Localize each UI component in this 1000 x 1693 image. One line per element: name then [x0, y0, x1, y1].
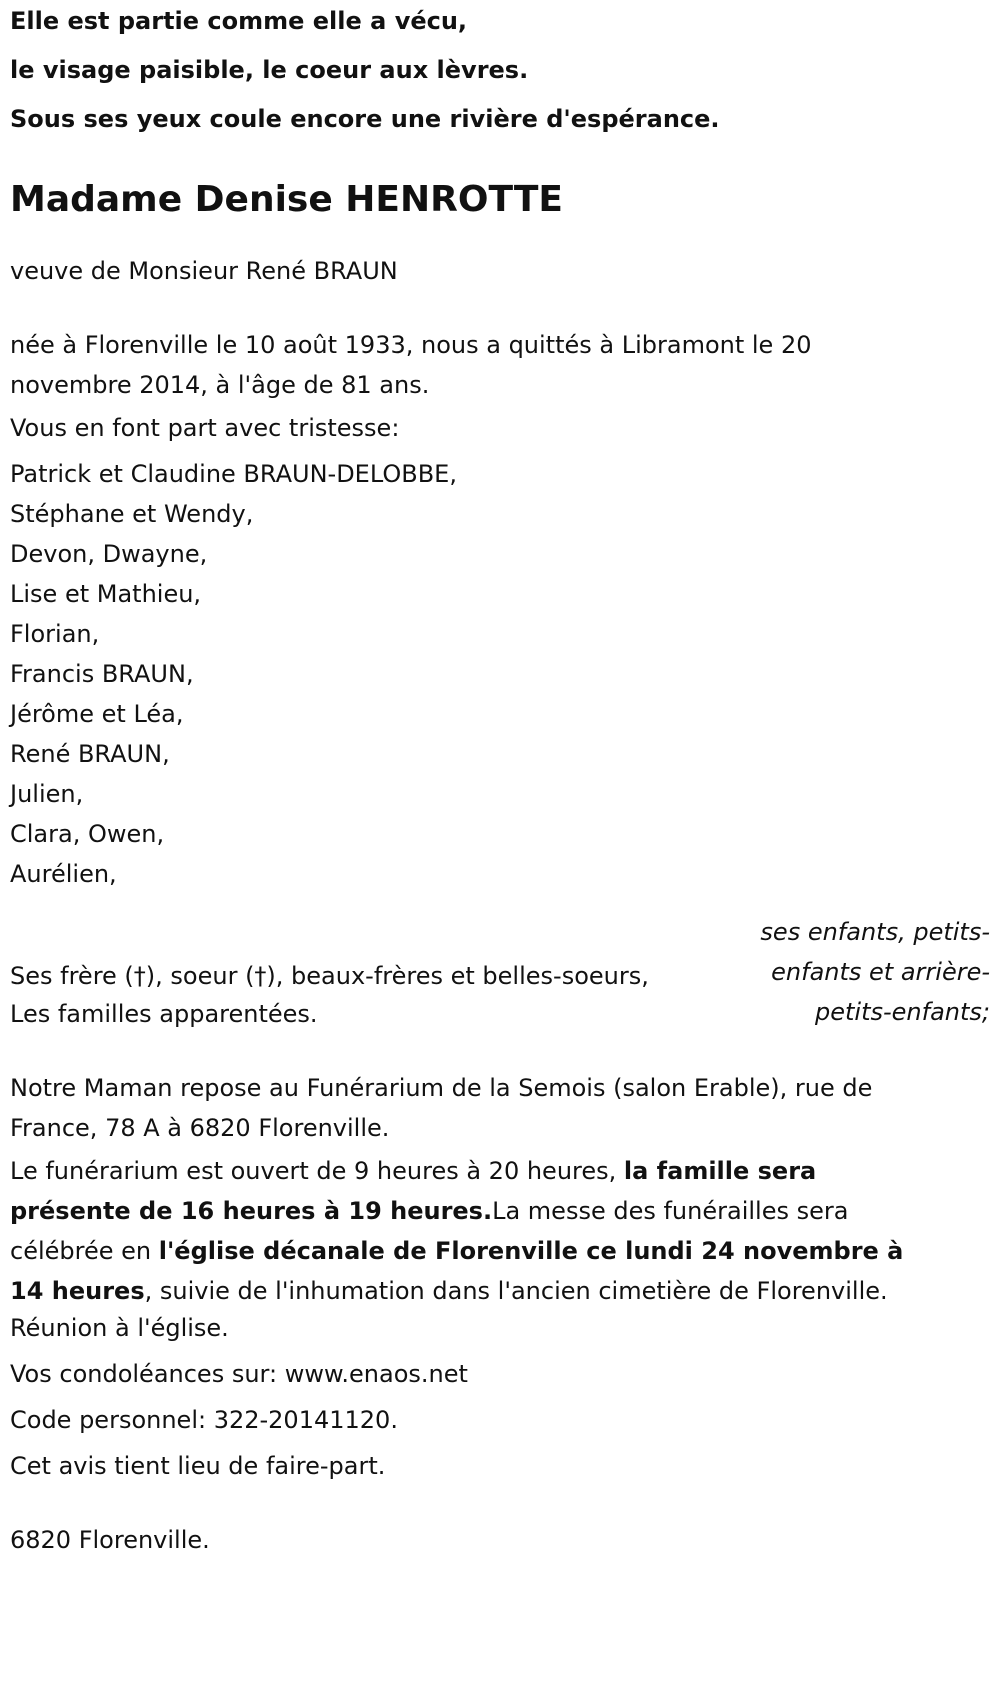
list-item: Julien, — [10, 780, 84, 808]
list-item: Stéphane et Wendy, — [10, 500, 254, 528]
epigraph-line: Sous ses yeux coule encore une rivière d'espérance. — [10, 105, 720, 133]
list-item: René BRAUN, — [10, 740, 170, 768]
list-item: Patrick et Claudine BRAUN-DELOBBE, — [10, 460, 457, 488]
list-item: Devon, Dwayne, — [10, 540, 208, 568]
epigraph-line: Elle est partie comme elle a vécu, — [10, 7, 468, 35]
mass-intro: La messe des funérailles sera célébrée en — [10, 1197, 849, 1265]
family-list — [10, 454, 995, 894]
repose-text: Notre Maman repose au Funérarium de la Semois (salon Erable), rue de France, 78 A à 6820 Florenville. — [10, 1074, 873, 1142]
funerarium-hours: Le funérarium est ouvert de 9 heures à 20 heures, — [10, 1157, 624, 1185]
intro-text: Vous en font part avec tristesse: — [10, 414, 400, 442]
families-text: Les familles apparentées. — [10, 1000, 318, 1028]
mass-location-date: l'église décanale de Florenville ce lundi 24 novembre à 14 heures — [10, 1237, 904, 1305]
reunion-text: Réunion à l'église. — [10, 1314, 229, 1342]
code-text: Code personnel: 322-20141120. — [10, 1406, 398, 1434]
epigraph — [10, 6, 970, 153]
epigraph-line: le visage paisible, le coeur aux lèvres. — [10, 56, 529, 84]
burial-text: , suivie de l'inhumation dans l'ancien cimetière de Florenville. — [144, 1277, 888, 1305]
list-item: Lise et Mathieu, — [10, 580, 202, 608]
birth-death-text: née à Florenville le 10 août 1933, nous a quittés à Libramont le 20 novembre 2014, à l'âge de 81 ans. — [10, 331, 812, 399]
family-presence: la famille sera présente de 16 heures à 19 heures. — [10, 1157, 817, 1225]
condolences-text: Vos condoléances sur: www.enaos.net — [10, 1360, 468, 1388]
list-item: Florian, — [10, 620, 100, 648]
address-text: 6820 Florenville. — [10, 1526, 210, 1554]
list-item: Francis BRAUN, — [10, 660, 194, 688]
list-item: Clara, Owen, — [10, 820, 165, 848]
list-item: Aurélien, — [10, 860, 117, 888]
relation-text: ses enfants, petits-enfants et arrière-petits-enfants; — [760, 918, 990, 1026]
deceased-name: Madame Denise HENROTTE — [10, 179, 563, 220]
siblings-text: Ses frère (†), soeur (†), beaux-frères et belles-soeurs, — [10, 962, 649, 990]
list-item: Jérôme et Léa, — [10, 700, 184, 728]
widow-of: veuve de Monsieur René BRAUN — [10, 257, 398, 285]
funerarium-text — [10, 1151, 940, 1311]
notice-text: Cet avis tient lieu de faire-part. — [10, 1452, 386, 1480]
